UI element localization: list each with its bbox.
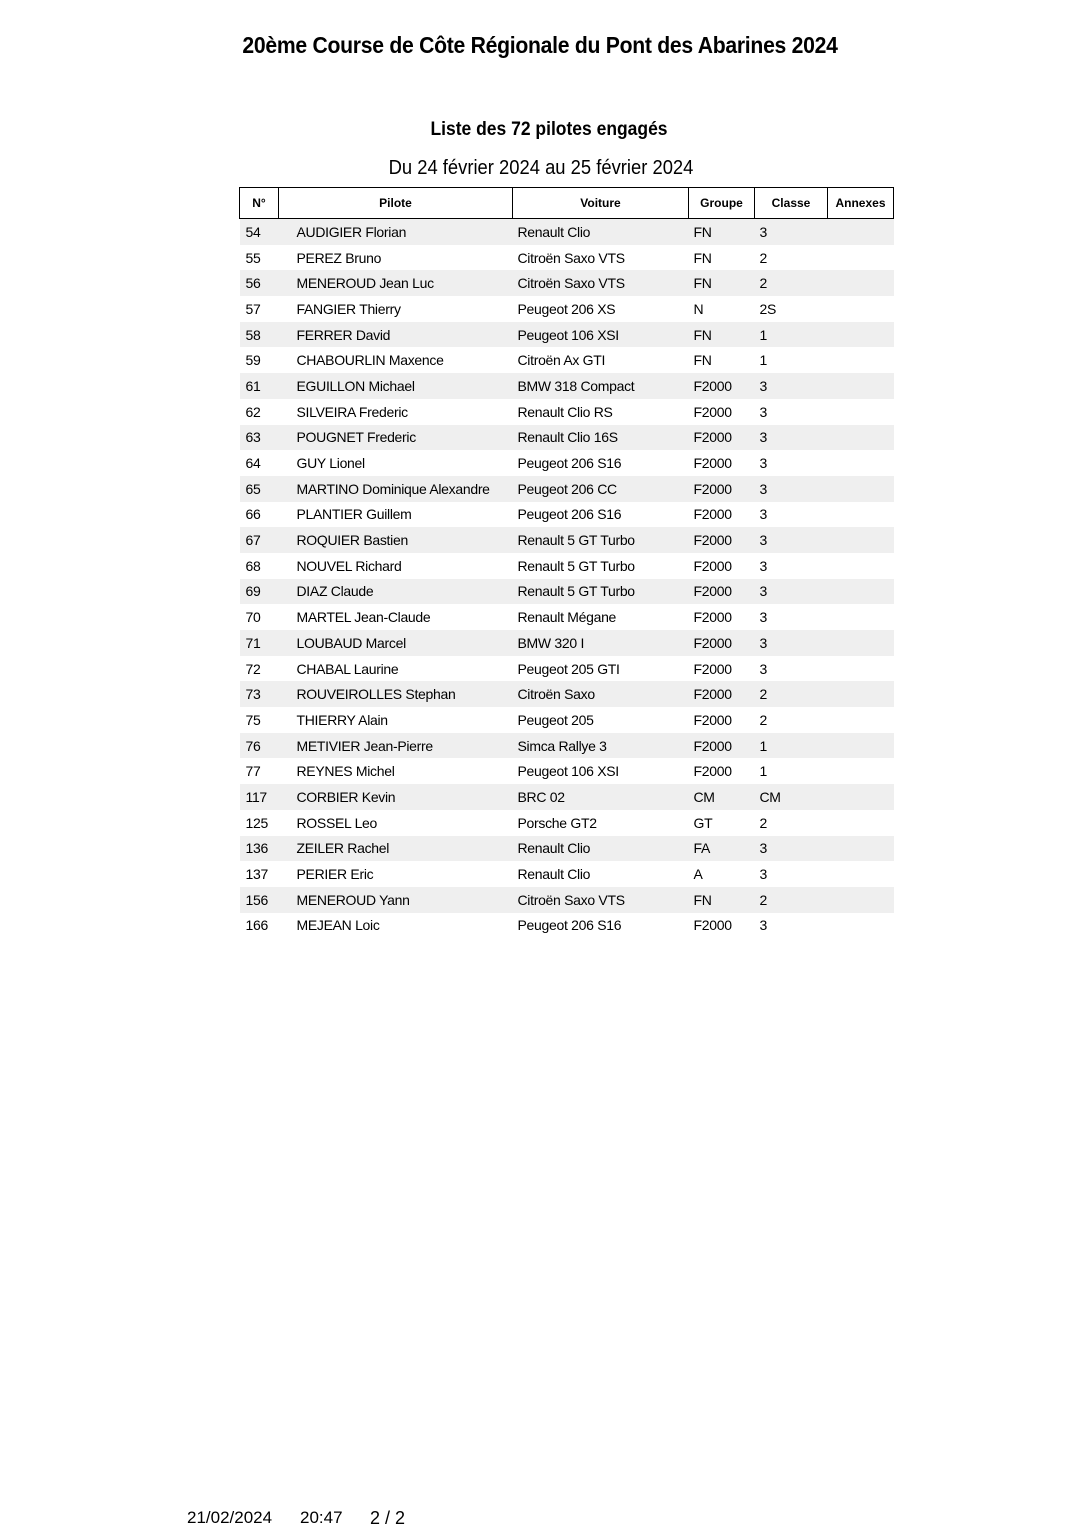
table-row: [240, 681, 894, 707]
cell-classe: 3: [759, 917, 767, 934]
cell-classe: 3: [755, 527, 828, 553]
cell-voiture: Citroën Saxo VTS: [517, 249, 625, 266]
cell-pilote: METIVIER Jean-Pierre: [279, 733, 513, 759]
cell-voiture: Renault 5 GT Turbo: [517, 557, 635, 574]
cell-classe: 3: [759, 660, 767, 677]
cell-voiture: Citroën Saxo VTS: [513, 887, 689, 913]
cell-num: 56: [240, 270, 279, 296]
table-row: [240, 527, 894, 553]
cell-pilote: REYNES Michel: [296, 763, 395, 780]
table-row: [240, 553, 894, 579]
cell-classe: 2: [759, 814, 767, 831]
cell-pilote: MARTINO Dominique Alexandre: [279, 476, 513, 502]
cell-pilote: ROQUIER Bastien: [279, 527, 513, 553]
cell-groupe: F2000: [689, 630, 755, 656]
table-row: [240, 913, 894, 939]
column-header-voiture: Voiture: [513, 188, 689, 219]
cell-annexes: [828, 604, 894, 630]
cell-classe: 3: [759, 609, 767, 626]
cell-num: 73: [240, 681, 279, 707]
cell-num: 55: [245, 249, 261, 266]
cell-pilote: AUDIGIER Florian: [279, 219, 513, 245]
cell-annexes: [828, 425, 894, 451]
cell-annexes: [828, 656, 894, 682]
cell-groupe: F2000: [689, 425, 755, 451]
cell-groupe: F2000: [689, 527, 755, 553]
cell-groupe: FN: [689, 270, 755, 296]
cell-classe: 3: [755, 579, 828, 605]
cell-annexes: [828, 579, 894, 605]
cell-pilote: ROUVEIROLLES Stephan: [279, 681, 513, 707]
cell-groupe: N: [693, 300, 704, 317]
cell-annexes: [828, 681, 894, 707]
cell-groupe: FN: [693, 352, 712, 369]
cell-annexes: [828, 861, 894, 887]
cell-pilote: LOUBAUD Marcel: [279, 630, 513, 656]
footer-time: 20:47: [300, 1508, 343, 1527]
cell-annexes: [828, 913, 894, 939]
cell-annexes: [828, 630, 894, 656]
cell-voiture: Renault Clio: [513, 219, 689, 245]
cell-annexes: [828, 373, 894, 399]
table-row: [240, 887, 894, 913]
cell-groupe: CM: [689, 784, 755, 810]
cell-pilote: SILVEIRA Frederic: [296, 403, 408, 420]
cell-groupe: F2000: [693, 660, 732, 677]
column-header-groupe: Groupe: [689, 188, 755, 219]
cell-groupe: FN: [693, 249, 712, 266]
cell-groupe: F2000: [689, 579, 755, 605]
cell-annexes: [828, 347, 894, 373]
cell-num: 70: [245, 609, 261, 626]
cell-voiture: BRC 02: [513, 784, 689, 810]
cell-classe: 2: [755, 681, 828, 707]
cell-pilote: THIERRY Alain: [296, 711, 388, 728]
column-header-classe: Classe: [755, 188, 828, 219]
cell-classe: 1: [759, 352, 767, 369]
cell-voiture: Citroën Saxo VTS: [513, 270, 689, 296]
cell-classe: 2: [759, 711, 767, 728]
table-row: [240, 656, 894, 682]
cell-annexes: [828, 296, 894, 322]
table-row: [240, 399, 894, 425]
cell-voiture: Peugeot 206 XS: [517, 300, 616, 317]
table-row: [240, 347, 894, 373]
cell-pilote: ROSSEL Leo: [296, 814, 378, 831]
cell-groupe: FN: [689, 322, 755, 348]
cell-num: 54: [240, 219, 279, 245]
cell-num: 71: [240, 630, 279, 656]
cell-pilote: PEREZ Bruno: [296, 249, 382, 266]
cell-voiture: Renault Clio: [517, 866, 591, 883]
table-row: [240, 425, 894, 451]
cell-num: 137: [245, 866, 268, 883]
table-row: [240, 604, 894, 630]
cell-pilote: POUGNET Frederic: [279, 425, 513, 451]
cell-num: 75: [245, 711, 261, 728]
cell-classe: 3: [755, 373, 828, 399]
cell-annexes: [828, 476, 894, 502]
cell-voiture: Renault Clio RS: [517, 403, 613, 420]
cell-annexes: [828, 399, 894, 425]
cell-voiture: Peugeot 106 XSI: [517, 763, 619, 780]
cell-voiture: Renault Clio 16S: [513, 425, 689, 451]
table-row: [240, 758, 894, 784]
page-number: 2 / 2: [370, 1508, 406, 1528]
cell-classe: 3: [755, 219, 828, 245]
cell-groupe: F2000: [689, 733, 755, 759]
cell-pilote: MENEROUD Jean Luc: [279, 270, 513, 296]
cell-annexes: [828, 245, 894, 271]
cell-classe: 3: [759, 455, 767, 472]
cell-annexes: [828, 270, 894, 296]
cell-voiture: Renault Clio: [513, 836, 689, 862]
cell-num: 57: [245, 300, 261, 317]
cell-groupe: A: [693, 866, 703, 883]
cell-annexes: [828, 322, 894, 348]
column-header-pilote: Pilote: [279, 188, 513, 219]
cell-classe: 1: [755, 322, 828, 348]
table-row: [240, 373, 894, 399]
cell-num: 72: [245, 660, 261, 677]
cell-num: 63: [240, 425, 279, 451]
cell-pilote: FANGIER Thierry: [296, 300, 401, 317]
cell-annexes: [828, 502, 894, 528]
cell-groupe: F2000: [689, 373, 755, 399]
cell-groupe: GT: [693, 814, 713, 831]
cell-pilote: DIAZ Claude: [279, 579, 513, 605]
cell-num: 67: [240, 527, 279, 553]
cell-num: 61: [240, 373, 279, 399]
cell-pilote: CHABAL Laurine: [296, 660, 399, 677]
cell-annexes: [828, 758, 894, 784]
cell-voiture: Peugeot 205 GTI: [517, 660, 620, 677]
table-row: [240, 219, 894, 245]
cell-num: 136: [240, 836, 279, 862]
cell-groupe: F2000: [693, 711, 732, 728]
cell-pilote: PERIER Eric: [296, 866, 374, 883]
cell-classe: 2S: [759, 300, 777, 317]
cell-annexes: [828, 527, 894, 553]
table-row: [240, 733, 894, 759]
cell-groupe: F2000: [689, 476, 755, 502]
cell-annexes: [828, 810, 894, 836]
cell-annexes: [828, 450, 894, 476]
table-row: [240, 245, 894, 271]
cell-classe: 3: [755, 836, 828, 862]
cell-voiture: Simca Rallye 3: [513, 733, 689, 759]
cell-annexes: [828, 219, 894, 245]
cell-annexes: [828, 553, 894, 579]
cell-classe: CM: [755, 784, 828, 810]
cell-num: 125: [245, 814, 268, 831]
cell-groupe: F2000: [693, 763, 732, 780]
table-row: [240, 810, 894, 836]
cell-pilote: NOUVEL Richard: [296, 557, 402, 574]
cell-annexes: [828, 836, 894, 862]
table-header-row: [240, 188, 894, 219]
cell-num: 166: [245, 917, 268, 934]
table-row: [240, 322, 894, 348]
cell-pilote: PLANTIER Guillem: [296, 506, 412, 523]
cell-num: 77: [245, 763, 261, 780]
cell-classe: 3: [755, 630, 828, 656]
cell-annexes: [828, 784, 894, 810]
table-body: [240, 219, 894, 939]
entries-table: [239, 187, 894, 938]
cell-pilote: MARTEL Jean-Claude: [296, 609, 431, 626]
cell-pilote: ZEILER Rachel: [279, 836, 513, 862]
cell-groupe: F2000: [693, 455, 732, 472]
cell-voiture: Renault 5 GT Turbo: [513, 579, 689, 605]
column-header-num: N°: [240, 188, 279, 219]
table-row: [240, 707, 894, 733]
column-header-annexes: Annexes: [828, 188, 894, 219]
table-row: [240, 579, 894, 605]
cell-pilote: EGUILLON Michael: [279, 373, 513, 399]
cell-pilote: CORBIER Kevin: [279, 784, 513, 810]
cell-voiture: Renault Mégane: [517, 609, 617, 626]
cell-groupe: F2000: [693, 403, 732, 420]
cell-annexes: [828, 733, 894, 759]
cell-annexes: [828, 707, 894, 733]
table-row: [240, 630, 894, 656]
cell-voiture: Peugeot 206 S16: [517, 455, 622, 472]
footer-date: 21/02/2024: [187, 1508, 273, 1527]
cell-pilote: MENEROUD Yann: [279, 887, 513, 913]
cell-classe: 3: [759, 866, 767, 883]
table-row: [240, 861, 894, 887]
cell-groupe: FN: [689, 219, 755, 245]
cell-classe: 3: [755, 425, 828, 451]
cell-groupe: F2000: [689, 681, 755, 707]
cell-groupe: F2000: [693, 557, 732, 574]
cell-classe: 1: [755, 733, 828, 759]
cell-classe: 3: [759, 557, 767, 574]
cell-classe: 2: [759, 249, 767, 266]
table-row: [240, 836, 894, 862]
cell-pilote: MEJEAN Loic: [296, 917, 380, 934]
cell-num: 68: [245, 557, 261, 574]
cell-annexes: [828, 887, 894, 913]
cell-voiture: Citroën Saxo: [513, 681, 689, 707]
cell-voiture: Peugeot 206 CC: [513, 476, 689, 502]
cell-num: 117: [240, 784, 279, 810]
cell-voiture: Peugeot 106 XSI: [513, 322, 689, 348]
cell-num: 64: [245, 455, 261, 472]
cell-groupe: FN: [689, 887, 755, 913]
cell-classe: 3: [759, 506, 767, 523]
table-row: [240, 502, 894, 528]
cell-voiture: BMW 320 I: [513, 630, 689, 656]
cell-voiture: Peugeot 206 S16: [517, 917, 622, 934]
cell-classe: 1: [759, 763, 767, 780]
table-row: [240, 296, 894, 322]
cell-classe: 3: [755, 476, 828, 502]
table-row: [240, 784, 894, 810]
event-dates: Du 24 février 2024 au 25 février 2024: [388, 157, 694, 179]
cell-num: 65: [240, 476, 279, 502]
document-subtitle: Liste des 72 pilotes engagés: [430, 119, 668, 140]
cell-groupe: F2000: [693, 609, 732, 626]
table-row: [240, 270, 894, 296]
cell-voiture: Peugeot 206 S16: [517, 506, 622, 523]
cell-groupe: F2000: [693, 917, 732, 934]
cell-pilote: GUY Lionel: [296, 455, 365, 472]
cell-num: 156: [240, 887, 279, 913]
cell-voiture: Porsche GT2: [517, 814, 597, 831]
cell-pilote: CHABOURLIN Maxence: [296, 352, 444, 369]
cell-voiture: Renault 5 GT Turbo: [513, 527, 689, 553]
cell-num: 66: [245, 506, 261, 523]
cell-num: 59: [245, 352, 261, 369]
cell-voiture: Peugeot 205: [517, 711, 594, 728]
table-row: [240, 450, 894, 476]
cell-classe: 3: [759, 403, 767, 420]
cell-classe: 2: [755, 270, 828, 296]
cell-voiture: BMW 318 Compact: [513, 373, 689, 399]
cell-groupe: FA: [689, 836, 755, 862]
cell-voiture: Citroën Ax GTI: [517, 352, 606, 369]
cell-classe: 2: [755, 887, 828, 913]
document-title: 20ème Course de Côte Régionale du Pont des Abarines 2024: [242, 32, 838, 58]
cell-num: 69: [240, 579, 279, 605]
table-row: [240, 476, 894, 502]
cell-groupe: F2000: [693, 506, 732, 523]
cell-num: 76: [240, 733, 279, 759]
cell-pilote: FERRER David: [279, 322, 513, 348]
cell-num: 58: [240, 322, 279, 348]
cell-num: 62: [245, 403, 261, 420]
